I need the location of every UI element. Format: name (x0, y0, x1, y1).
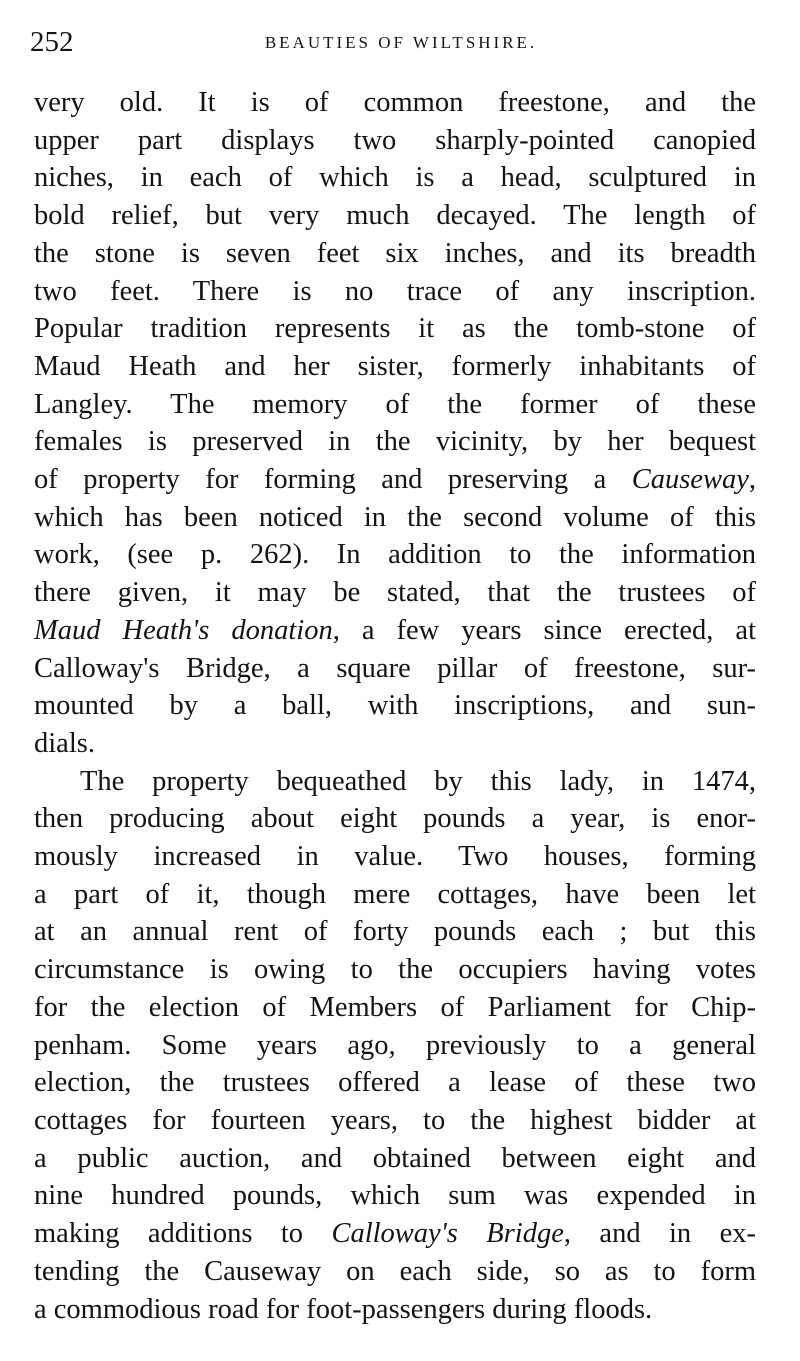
paragraph (34, 84, 756, 763)
text-segment: there given, it may be stated, that the trustees of (34, 577, 756, 609)
text-segment: a part of it, though mere cottages, have been let (34, 878, 756, 910)
italic-text: Calloway's Bridge (331, 1218, 564, 1250)
text-line (34, 536, 756, 574)
text-segment: , (748, 464, 756, 496)
text-line (34, 876, 756, 914)
text-segment: work, (see p. 262). In addition to the information (34, 539, 756, 571)
text-segment: , a few years since erected, at (332, 614, 756, 646)
text-line (34, 1102, 756, 1140)
text-line (34, 687, 756, 725)
text-line (34, 650, 756, 688)
text-line (34, 273, 756, 311)
text-segment: cottages for fourteen years, to the highest bidder at (34, 1104, 756, 1136)
text-segment: election, the trustees offered a lease of these two (34, 1067, 756, 1099)
text-segment: upper part displays two sharply-pointed canopied (34, 124, 756, 156)
text-line (34, 913, 756, 951)
text-line (34, 197, 756, 235)
text-line (34, 310, 756, 348)
text-line (34, 838, 756, 876)
text-segment: tending the Causeway on each side, so as to form (34, 1255, 756, 1287)
text-segment: Popular tradition represents it as the tomb-stone of (34, 313, 756, 345)
text-line (34, 725, 756, 763)
text-segment: which has been noticed in the second volume of this (34, 501, 756, 533)
text-segment: mously increased in value. Two houses, forming (34, 841, 756, 873)
text-line (34, 84, 756, 122)
text-line (34, 461, 756, 499)
text-segment: Calloway's Bridge, a square pillar of freestone, sur- (34, 652, 756, 684)
text-segment: circumstance is owing to the occupiers having votes (34, 954, 756, 986)
text-line (34, 989, 756, 1027)
text-line (34, 1291, 756, 1329)
text-segment: the stone is seven feet six inches, and its breadth (34, 237, 756, 269)
text-segment: dials. (34, 727, 95, 759)
text-segment: bold relief, but very much decayed. The length of (34, 200, 756, 232)
text-line (34, 235, 756, 273)
text-segment: niches, in each of which is a head, sculptured in (34, 162, 756, 194)
text-line (34, 423, 756, 461)
text-line (34, 763, 756, 801)
text-segment: mounted by a ball, with inscriptions, and sun- (34, 690, 756, 722)
text-line (34, 499, 756, 537)
text-line (34, 1064, 756, 1102)
text-segment: females is preserved in the vicinity, by her bequest (34, 426, 756, 458)
paragraph (34, 763, 756, 1329)
text-segment: a commodious road for foot-passengers during floods. (34, 1293, 653, 1325)
text-segment: nine hundred pounds, which sum was expended in (34, 1180, 756, 1212)
text-segment: a public auction, and obtained between eight and (34, 1142, 756, 1174)
text-segment: at an annual rent of forty pounds each ; but this (34, 916, 756, 948)
text-line (34, 1215, 756, 1253)
running-title: BEAUTIES OF WILTSHIRE. (264, 33, 538, 52)
text-line (34, 1140, 756, 1178)
text-line (34, 348, 756, 386)
text-line (34, 386, 756, 424)
text-segment: of property for forming and preserving a (34, 464, 632, 496)
page-number: 252 (30, 26, 74, 58)
italic-text: Causeway (631, 464, 749, 496)
text-segment: making additions to (34, 1218, 332, 1250)
text-line (34, 159, 756, 197)
text-segment: The property bequeathed by this lady, in 1474, (80, 765, 756, 797)
text-line (34, 951, 756, 989)
text-segment: Langley. The memory of the former of these (34, 388, 756, 420)
text-line (34, 612, 756, 650)
text-segment: very old. It is of common freestone, and the (34, 87, 756, 118)
text-segment: then producing about eight pounds a year, is enor- (34, 803, 756, 835)
text-line (34, 574, 756, 612)
text-segment: Maud Heath and her sister, formerly inhabitants of (34, 350, 756, 382)
body-text (34, 84, 756, 1328)
text-line (34, 1253, 756, 1291)
text-segment: penham. Some years ago, previously to a general (34, 1029, 756, 1061)
text-segment: for the election of Members of Parliament for Chip- (34, 991, 756, 1023)
text-line (34, 800, 756, 838)
page-header (30, 22, 772, 62)
text-line (34, 1027, 756, 1065)
text-segment: , and in ex- (563, 1218, 756, 1250)
text-line (34, 1177, 756, 1215)
text-line (34, 122, 756, 160)
italic-text: Maud Heath's donation (34, 614, 333, 646)
text-segment: two feet. There is no trace of any inscription. (34, 275, 756, 307)
